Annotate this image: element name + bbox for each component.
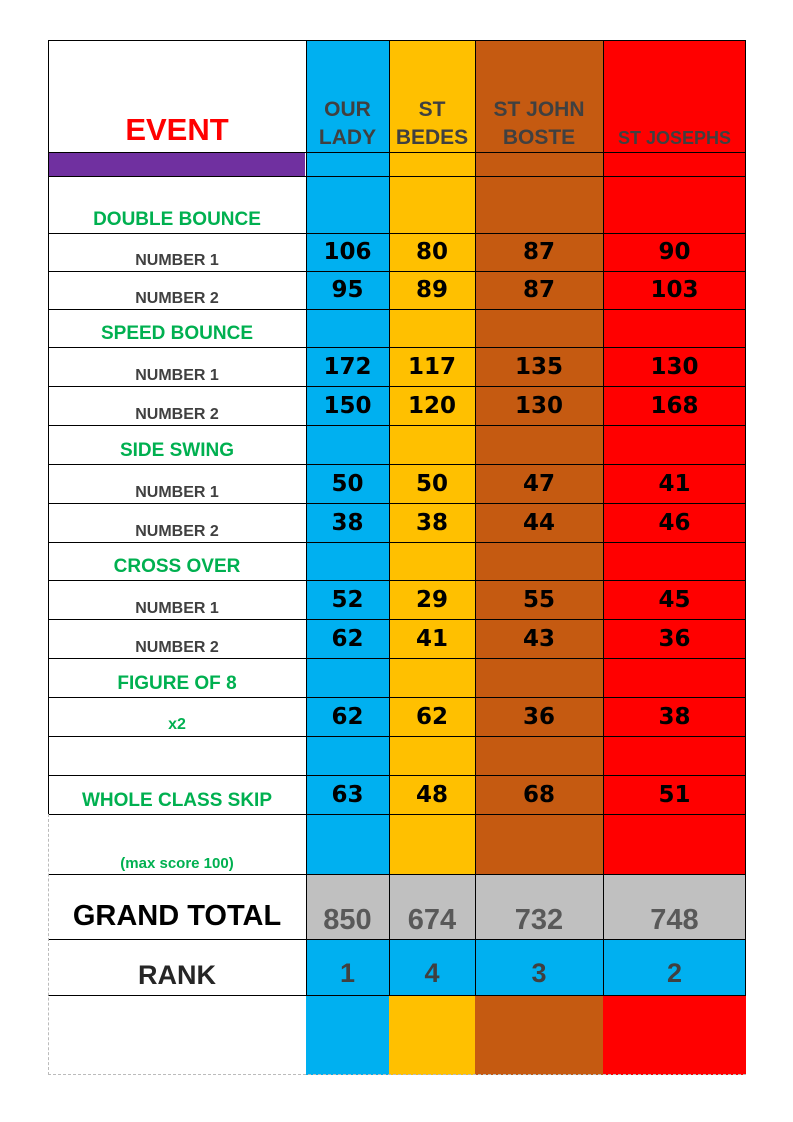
score-cell: 46 xyxy=(658,509,691,536)
score-cell: 41 xyxy=(658,470,691,497)
event-row-cross-over xyxy=(48,542,746,580)
event-name: FIGURE OF 8 xyxy=(117,673,237,694)
score-cell: 150 xyxy=(323,392,372,419)
rank-st-josephs: 2 xyxy=(603,939,746,995)
max-score-row xyxy=(48,814,746,874)
header-row xyxy=(48,40,746,152)
event-row-speed-bounce xyxy=(48,309,746,347)
score-cell: 63 xyxy=(331,781,364,808)
rank-label: RANK xyxy=(138,960,216,990)
max-score-note: (max score 100) xyxy=(120,855,234,872)
rank-st-bedes: 4 xyxy=(389,939,475,995)
grand-total-label: GRAND TOTAL xyxy=(72,900,282,932)
score-cell: 38 xyxy=(415,509,448,536)
score-cell: 41 xyxy=(415,625,448,652)
score-row xyxy=(48,619,746,658)
score-cell: 48 xyxy=(415,781,448,808)
grand-total-st-bedes: 674 xyxy=(389,874,475,939)
rank-row xyxy=(48,939,746,995)
score-cell: 29 xyxy=(415,586,448,613)
event-name: DOUBLE BOUNCE xyxy=(93,209,261,230)
score-cell: 62 xyxy=(415,703,448,730)
score-row xyxy=(48,347,746,386)
score-cell: 55 xyxy=(522,586,555,613)
score-cell: 106 xyxy=(323,239,372,265)
row-label: NUMBER 1 xyxy=(135,600,219,617)
rank-our-lady: 1 xyxy=(306,939,389,995)
score-cell: 36 xyxy=(658,625,691,652)
score-cell: 62 xyxy=(331,703,364,730)
event-name: WHOLE CLASS SKIP xyxy=(81,790,272,811)
row-label: NUMBER 1 xyxy=(135,484,219,501)
grand-total-st-john-boste: 732 xyxy=(475,874,603,939)
score-cell: 43 xyxy=(522,625,555,652)
rank-st-john-boste: 3 xyxy=(475,939,603,995)
score-cell: 89 xyxy=(415,277,448,303)
event-row-whole-class-skip xyxy=(48,775,746,814)
score-row xyxy=(48,697,746,736)
score-cell: 38 xyxy=(331,509,364,536)
score-cell: 135 xyxy=(514,353,563,380)
school-header-st-josephs: ST JOSEPHS xyxy=(617,128,732,148)
results-table xyxy=(48,40,746,1075)
row-label: NUMBER 2 xyxy=(135,523,219,540)
row-label: x2 xyxy=(168,716,186,733)
event-name: SIDE SWING xyxy=(119,440,234,461)
score-cell: 52 xyxy=(331,586,364,613)
score-cell: 172 xyxy=(323,353,372,380)
score-cell: 68 xyxy=(522,781,555,808)
event-name: CROSS OVER xyxy=(113,556,241,577)
purple-divider-bar xyxy=(49,152,305,176)
score-cell: 95 xyxy=(331,277,364,303)
school-header-st-bedes: ST BEDES xyxy=(395,98,469,149)
row-label: NUMBER 1 xyxy=(135,367,219,384)
score-cell: 90 xyxy=(658,239,691,265)
score-row xyxy=(48,464,746,503)
score-row xyxy=(48,233,746,271)
score-cell: 87 xyxy=(522,277,555,303)
score-cell: 168 xyxy=(650,392,699,419)
score-cell: 80 xyxy=(415,239,448,265)
score-row xyxy=(48,386,746,425)
row-label: NUMBER 1 xyxy=(135,252,219,269)
score-cell: 120 xyxy=(407,392,456,419)
event-row-figure-of-8 xyxy=(48,658,746,697)
score-cell: 62 xyxy=(331,625,364,652)
row-label: NUMBER 2 xyxy=(135,406,219,423)
event-heading: EVENT xyxy=(125,112,229,147)
score-cell: 50 xyxy=(415,470,448,497)
score-cell: 44 xyxy=(522,509,555,536)
score-cell: 87 xyxy=(522,239,555,265)
event-name: SPEED BOUNCE xyxy=(100,323,254,344)
grand-total-row xyxy=(48,874,746,939)
score-cell: 130 xyxy=(514,392,563,419)
score-cell: 51 xyxy=(658,781,691,808)
score-cell: 117 xyxy=(407,353,456,380)
school-header-st-john-boste: ST JOHN BOSTE xyxy=(493,98,585,149)
score-cell: 50 xyxy=(331,470,364,497)
grand-total-st-josephs: 748 xyxy=(603,874,746,939)
score-cell: 36 xyxy=(522,703,555,730)
score-cell: 47 xyxy=(522,470,555,497)
row-label: NUMBER 2 xyxy=(135,639,219,656)
score-cell: 38 xyxy=(658,703,691,730)
score-row xyxy=(48,580,746,619)
grand-total-our-lady: 850 xyxy=(306,874,389,939)
event-row-double-bounce xyxy=(48,176,746,233)
school-header-our-lady: OUR LADY xyxy=(318,98,377,149)
score-row xyxy=(48,271,746,309)
score-cell: 45 xyxy=(658,586,691,613)
score-cell: 103 xyxy=(650,277,699,303)
event-row-side-swing xyxy=(48,425,746,464)
score-cell: 130 xyxy=(650,353,699,380)
row-label: NUMBER 2 xyxy=(135,290,219,307)
score-row xyxy=(48,503,746,542)
